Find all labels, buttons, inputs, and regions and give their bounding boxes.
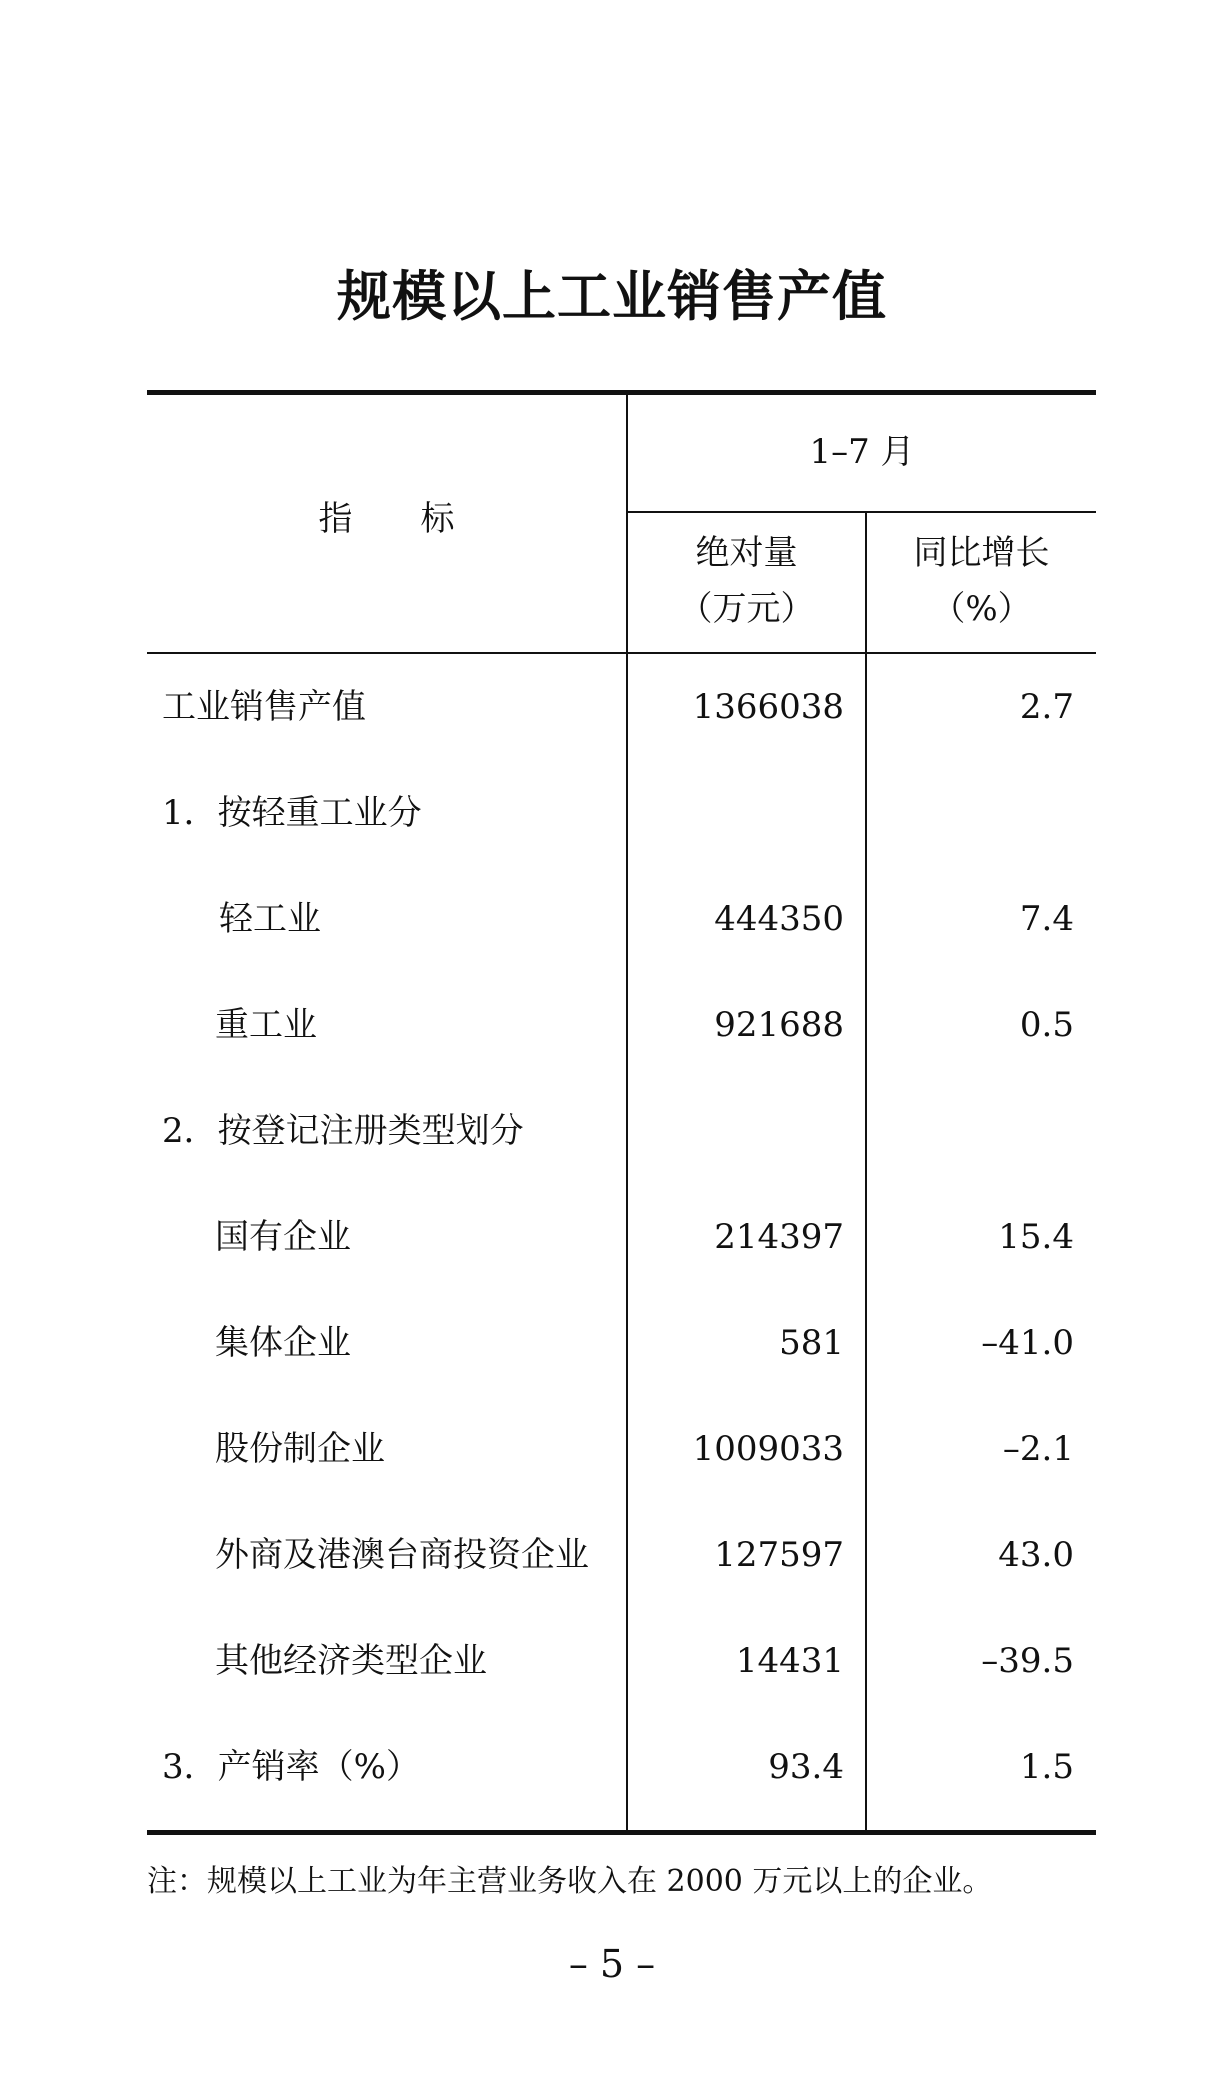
row-value: 1366038 xyxy=(692,687,844,727)
row-growth: 43.0 xyxy=(998,1535,1074,1575)
row-label: 国有企业 xyxy=(215,1217,351,1257)
table-row xyxy=(147,1714,1096,1820)
row-value: 921688 xyxy=(714,1005,844,1045)
row-growth: –39.5 xyxy=(981,1641,1074,1681)
table-row xyxy=(147,654,1096,760)
row-label: 重工业 xyxy=(215,1005,317,1045)
row-value: 581 xyxy=(779,1323,844,1363)
header-growth-unit: （%） xyxy=(931,589,1032,629)
row-value: 444350 xyxy=(714,899,844,939)
header-value-unit: （万元） xyxy=(678,589,815,629)
row-label: 2．按登记注册类型划分 xyxy=(162,1111,524,1151)
row-value: 127597 xyxy=(714,1535,844,1575)
row-label: 外商及港澳台商投资企业 xyxy=(215,1535,589,1575)
page-title: 规模以上工业销售产值 xyxy=(337,265,887,328)
row-value: 214397 xyxy=(714,1217,844,1257)
header-growth-title: 同比增长 xyxy=(913,533,1050,573)
table-top-rule xyxy=(147,390,1096,395)
row-label: 集体企业 xyxy=(215,1323,351,1363)
table-footnote: 注：规模以上工业为年主营业务收入在 2000 万元以上的企业。 xyxy=(147,1864,993,1899)
header-sub-rule xyxy=(626,511,1096,513)
row-value: 14431 xyxy=(735,1641,844,1681)
table-row xyxy=(147,972,1096,1078)
table-row xyxy=(147,760,1096,866)
row-growth: –2.1 xyxy=(1002,1429,1074,1469)
row-value: 93.4 xyxy=(768,1747,844,1787)
header-period: 1–7 月 xyxy=(809,432,915,472)
table-row xyxy=(147,866,1096,972)
table-row xyxy=(147,1184,1096,1290)
table-row xyxy=(147,1290,1096,1396)
table-row xyxy=(147,1608,1096,1714)
row-growth: –41.0 xyxy=(981,1323,1074,1363)
row-label: 其他经济类型企业 xyxy=(215,1641,487,1681)
row-label: 轻工业 xyxy=(219,899,321,939)
header-indicator: 指 标 xyxy=(318,499,455,539)
header-value-title: 绝对量 xyxy=(695,533,798,573)
table-row xyxy=(147,1502,1096,1608)
row-label: 股份制企业 xyxy=(215,1429,385,1469)
table-row xyxy=(147,1078,1096,1184)
data-table xyxy=(147,390,1096,1835)
table-row xyxy=(147,1396,1096,1502)
row-growth: 7.4 xyxy=(1019,899,1074,939)
row-label: 3．产销率（%） xyxy=(162,1747,420,1787)
row-value: 1009033 xyxy=(692,1429,844,1469)
row-label: 1．按轻重工业分 xyxy=(162,793,422,833)
row-growth: 0.5 xyxy=(1019,1005,1074,1045)
row-growth: 15.4 xyxy=(998,1217,1074,1257)
page-number: – 5 – xyxy=(568,1942,656,1986)
row-growth: 2.7 xyxy=(1019,687,1074,727)
row-growth: 1.5 xyxy=(1019,1747,1074,1787)
row-label: 工业销售产值 xyxy=(162,687,366,727)
table-bottom-rule xyxy=(147,1830,1096,1835)
